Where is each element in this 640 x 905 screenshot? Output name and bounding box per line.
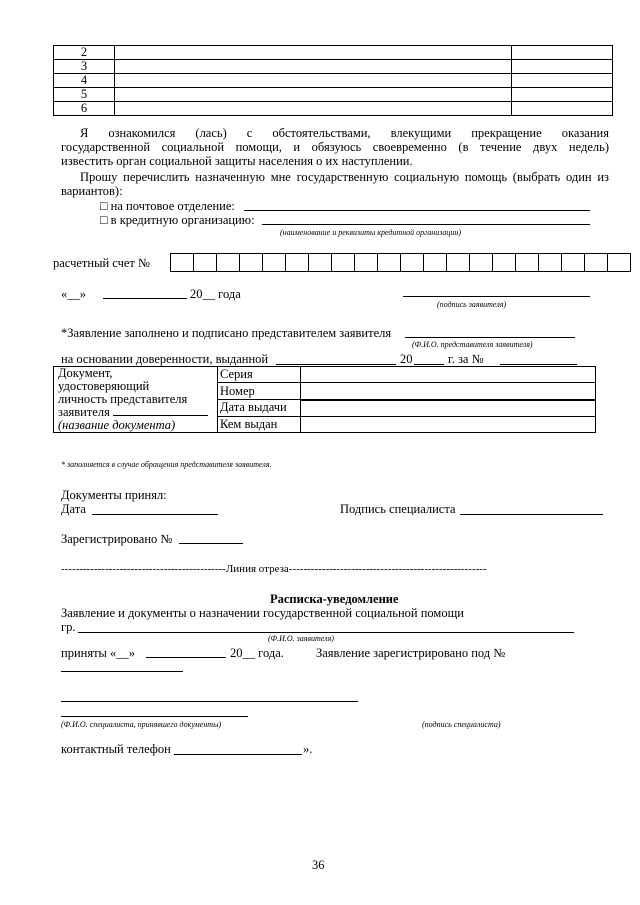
ack-line-1: Я ознакомился (лась) с обстоятельствами, влекущими прекращение оказания xyxy=(80,126,609,140)
bank-hint: (наименование и реквизиты кредитной организации) xyxy=(280,228,462,237)
proxy-num-label: г. за № xyxy=(448,352,484,366)
children-table xyxy=(53,45,613,116)
date-month-field[interactable] xyxy=(103,298,187,299)
receipt-month-field[interactable] xyxy=(146,657,226,658)
rep-fio-hint: (Ф.И.О. представителя заявителя) xyxy=(412,340,533,349)
row-number: 3 xyxy=(54,60,115,74)
registered-num-field[interactable] xyxy=(179,543,243,544)
value-issued-by[interactable] xyxy=(301,416,596,432)
receipt-spec-hint: (Ф.И.О. специалиста, принявшего документы) xyxy=(61,720,222,729)
receipt-spec-line-2[interactable] xyxy=(61,716,248,717)
receipt-gr: гр. xyxy=(61,620,76,634)
request-line-1: Прошу перечислить назначенную мне государственную социальную помощь (выбрать один из xyxy=(80,170,609,184)
account-digit-cell[interactable] xyxy=(332,254,355,272)
rep-document-table xyxy=(53,366,596,433)
receipt-year: 20__ года. xyxy=(230,646,284,660)
label-issue-date: Дата выдачи xyxy=(218,400,301,416)
table-row xyxy=(54,88,613,102)
row-name-cell[interactable] xyxy=(115,46,512,60)
date-year: 20__ года xyxy=(190,287,241,301)
row-name-cell[interactable] xyxy=(115,88,512,102)
applicant-sign-field[interactable] xyxy=(403,296,590,297)
label-number: Номер xyxy=(218,383,301,399)
account-digit-cell[interactable] xyxy=(424,254,447,272)
receipt-fio-hint: (Ф.И.О. заявителя) xyxy=(268,634,334,643)
account-digit-cell[interactable] xyxy=(309,254,332,272)
doc-left-3: личность представителя xyxy=(58,392,188,406)
receipt-accepted: приняты «__» xyxy=(61,646,136,660)
table-row xyxy=(54,74,613,88)
row-number: 2 xyxy=(54,46,115,60)
ack-line-3: известить орган социальной защиты населения о их наступлении. xyxy=(61,154,413,168)
receipt-line-1: Заявление и документы о назначении государственной социальной помощи xyxy=(61,606,464,620)
doc-name-field[interactable] xyxy=(113,415,208,416)
account-digit-cell[interactable] xyxy=(516,254,539,272)
request-line-2: вариантов): xyxy=(61,184,123,198)
option-bank[interactable]: □ в кредитную организацию: xyxy=(100,213,255,227)
doc-left-cell xyxy=(54,367,218,433)
row-name-cell[interactable] xyxy=(115,102,512,116)
post-field[interactable] xyxy=(244,210,590,211)
row-number: 4 xyxy=(54,74,115,88)
row-extra-cell[interactable] xyxy=(512,74,613,88)
proxy-label: на основании доверенности, выданной xyxy=(61,352,269,366)
ack-line-2: государственной социальной помощи, и обязуюсь своевременно (в течение двух недель) xyxy=(61,140,609,154)
receipt-spec-line-1[interactable] xyxy=(61,701,358,702)
row-extra-cell[interactable] xyxy=(512,102,613,116)
table-row xyxy=(54,60,613,74)
account-digit-cell[interactable] xyxy=(240,254,263,272)
value-number[interactable] xyxy=(301,383,596,399)
bank-field[interactable] xyxy=(262,224,590,225)
account-digit-cell[interactable] xyxy=(263,254,286,272)
account-digit-cell[interactable] xyxy=(608,254,631,272)
footnote: * заполняется в случае обращения представителя заявителя. xyxy=(61,460,272,469)
row-extra-cell[interactable] xyxy=(512,60,613,74)
rep-fio-field[interactable] xyxy=(405,337,575,338)
account-digit-cell[interactable] xyxy=(286,254,309,272)
specialist-sign-field[interactable] xyxy=(460,514,603,515)
row-extra-cell[interactable] xyxy=(512,46,613,60)
account-digit-cell[interactable] xyxy=(493,254,516,272)
registered-label: Зарегистрировано № xyxy=(61,532,173,546)
value-issue-date[interactable] xyxy=(301,400,596,416)
doc-left-1: Документ, xyxy=(58,366,113,380)
label-issued-by: Кем выдан xyxy=(218,416,301,432)
row-name-cell[interactable] xyxy=(115,60,512,74)
row-extra-cell[interactable] xyxy=(512,88,613,102)
value-series[interactable] xyxy=(301,367,596,383)
table-row xyxy=(54,46,613,60)
row-name-cell[interactable] xyxy=(115,74,512,88)
row-number: 6 xyxy=(54,102,115,116)
account-digit-cell[interactable] xyxy=(401,254,424,272)
applicant-sign-hint: (подпись заявителя) xyxy=(437,300,507,309)
receipt-reg-num-field[interactable] xyxy=(61,671,183,672)
account-digit-cell[interactable] xyxy=(470,254,493,272)
page-number: 36 xyxy=(312,858,325,872)
account-label: расчетный счет № xyxy=(53,256,150,270)
account-digit-cell[interactable] xyxy=(539,254,562,272)
account-digit-cell[interactable] xyxy=(585,254,608,272)
accepted-date-label: Дата xyxy=(61,502,86,516)
option-post[interactable]: □ на почтовое отделение: xyxy=(100,199,235,213)
receipt-title: Расписка-уведомление xyxy=(270,592,399,606)
specialist-sign-label: Подпись специалиста xyxy=(340,502,456,516)
phone-field[interactable] xyxy=(174,754,302,755)
doc-left-4: заявителя xyxy=(58,405,110,419)
label-series: Серия xyxy=(218,367,301,383)
table-row xyxy=(54,102,613,116)
doc-left-4-wrap xyxy=(58,406,213,419)
cut-line: ---------------------------------------------Линия отреза------------------------------------------------------ xyxy=(61,563,487,575)
date-open: «__» xyxy=(61,287,86,301)
receipt-registered: Заявление зарегистрировано под № xyxy=(316,646,506,660)
account-digit-cell[interactable] xyxy=(562,254,585,272)
phone-label: контактный телефон xyxy=(61,742,171,756)
rep-line: *Заявление заполнено и подписано представителем заявителя xyxy=(61,326,392,340)
proxy-year-field[interactable] xyxy=(414,364,444,365)
proxy-date-field[interactable] xyxy=(276,364,396,365)
accepted-title: Документы принял: xyxy=(61,488,167,502)
account-digit-cell[interactable] xyxy=(217,254,240,272)
account-digit-cell[interactable] xyxy=(355,254,378,272)
receipt-sign-hint: (подпись специалиста) xyxy=(422,720,501,729)
account-digit-cell[interactable] xyxy=(447,254,470,272)
doc-left-2: удостоверяющий xyxy=(58,379,150,393)
account-digit-cell[interactable] xyxy=(194,254,217,272)
account-digit-cell[interactable] xyxy=(378,254,401,272)
row-number: 5 xyxy=(54,88,115,102)
account-digit-cell[interactable] xyxy=(171,254,194,272)
accepted-date-field[interactable] xyxy=(92,514,218,515)
phone-end: ». xyxy=(303,742,313,756)
proxy-year: 20 xyxy=(400,352,413,366)
receipt-fio-field[interactable] xyxy=(78,632,574,633)
proxy-num-field[interactable] xyxy=(500,364,577,365)
account-cells[interactable] xyxy=(170,253,631,272)
doc-left-5: (название документа) xyxy=(58,418,176,432)
